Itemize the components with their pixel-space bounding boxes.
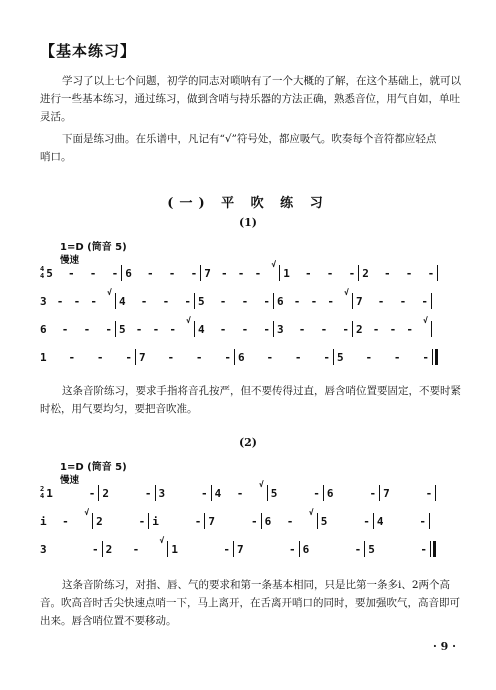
note: 4 (119, 294, 126, 308)
dash: - (125, 350, 132, 364)
exercise-1-note (40, 382, 470, 418)
note: 4 (198, 322, 205, 336)
measure (102, 487, 151, 500)
dash: - (68, 266, 75, 280)
time-signature: 2 4 (40, 485, 45, 500)
exercise-2-note (40, 576, 470, 630)
dash: - (320, 322, 328, 336)
barline (200, 265, 201, 281)
note: 7 (356, 294, 363, 308)
dash: - (224, 350, 231, 364)
measure (139, 351, 231, 364)
measure (40, 323, 112, 336)
dash: - (168, 266, 176, 280)
barline (317, 513, 318, 529)
barline (194, 321, 195, 337)
dash: - (427, 266, 435, 280)
measure (125, 267, 197, 280)
dash: - (323, 350, 330, 364)
note: 2 (96, 514, 103, 528)
barline (92, 513, 93, 529)
barline (115, 321, 116, 337)
dash: - (219, 322, 227, 336)
dash: - (369, 486, 377, 500)
dash: - (195, 350, 203, 364)
measure (264, 507, 314, 528)
dash: - (422, 350, 429, 364)
note: i (40, 514, 47, 528)
dash: - (144, 486, 152, 500)
dash: - (167, 350, 175, 364)
note: 5 (119, 322, 126, 336)
barline (323, 485, 324, 501)
measure (119, 315, 191, 336)
section-heading: 【基本练习】 (40, 42, 137, 60)
dash: - (140, 294, 148, 308)
measure (303, 543, 362, 556)
time-signature: 4 4 (40, 265, 45, 280)
dash: - (377, 294, 385, 308)
dash: - (236, 486, 244, 500)
note: 2 (356, 322, 363, 336)
measure (377, 515, 426, 528)
note: 3 (277, 322, 284, 336)
dash: - (298, 322, 306, 336)
measure (362, 267, 434, 280)
note: 2 (362, 266, 369, 280)
barline (352, 321, 353, 337)
measure (368, 543, 427, 556)
note: 5 (337, 350, 344, 364)
measure (46, 267, 118, 280)
dash: - (406, 322, 413, 336)
exercise-2-line (40, 535, 460, 558)
dash: - (201, 486, 208, 500)
barline (148, 513, 149, 529)
note: 3 (40, 542, 47, 556)
dash: - (393, 350, 401, 364)
barline (102, 541, 103, 557)
measure (271, 487, 320, 500)
dash: - (241, 294, 249, 308)
note: 6 (264, 514, 272, 528)
barline (167, 541, 168, 557)
breath-mark: √ (84, 507, 90, 517)
barline (352, 293, 353, 309)
dash: - (294, 350, 302, 364)
dash: - (73, 294, 81, 308)
note: 7 (208, 514, 216, 528)
barline (267, 485, 268, 501)
dash: - (241, 322, 249, 336)
barline (437, 265, 438, 281)
dash: - (250, 514, 258, 528)
measure (105, 535, 165, 556)
dash: - (389, 322, 397, 336)
barline (379, 485, 380, 501)
exercise-2-note-line-1: 这条音阶练习，对指、唇、气的要求和第一条基本相同，只是比第一条多i、2两个高 (62, 579, 451, 591)
dash: - (138, 514, 146, 528)
exercise-2-key: 1=D (筒音 5) (60, 462, 127, 473)
note: 4 (214, 486, 222, 500)
barline (273, 321, 274, 337)
note: 5 (198, 294, 205, 308)
note: 7 (383, 486, 390, 500)
measure (96, 515, 145, 528)
dash: - (62, 514, 69, 528)
barline (279, 265, 280, 281)
note: 6 (277, 294, 284, 308)
measure (208, 515, 257, 528)
barline (333, 349, 334, 365)
exercise-2-line (40, 507, 460, 530)
note: 1 (46, 486, 53, 500)
note: 4 (376, 514, 384, 528)
dash: - (263, 294, 270, 308)
dash: - (372, 322, 380, 336)
exercise-2-title: (2) (238, 436, 258, 449)
dash: - (147, 266, 154, 280)
intro-line-3: 灵活。 (40, 111, 72, 123)
exercise-1-key: 1=D (筒音 5) (60, 242, 127, 253)
measure (277, 323, 349, 336)
dash: - (289, 542, 296, 556)
note: 5 (320, 514, 328, 528)
breath-mark: √ (344, 287, 349, 297)
exercise-1-title: (1) (238, 216, 258, 229)
dash: - (363, 514, 370, 528)
note: 3 (158, 486, 166, 500)
breath-mark: √ (186, 315, 191, 325)
intro-line-5: 哨口。 (40, 151, 72, 163)
barline (204, 513, 205, 529)
measure (356, 315, 428, 336)
measure (198, 323, 270, 336)
dash: - (162, 294, 170, 308)
dash: - (354, 542, 362, 556)
note: 6 (40, 322, 47, 336)
dash: - (384, 266, 391, 280)
dash: - (310, 294, 318, 308)
dash: - (221, 266, 228, 280)
note: 7 (139, 350, 146, 364)
exercise-1-note-line-1: 这条音阶练习，要求手指将音孔按严，但不要传得过直，唇含哨位置要固定，不要时紧 (62, 385, 461, 397)
note: 6 (302, 542, 310, 556)
dash: - (105, 322, 112, 336)
dash: - (90, 294, 97, 308)
barline (261, 513, 262, 529)
barline (135, 349, 136, 365)
dash: - (194, 514, 202, 528)
dash: - (223, 542, 230, 556)
barline (155, 485, 156, 501)
note: 6 (238, 350, 245, 364)
breath-mark: √ (271, 259, 277, 269)
barline (373, 513, 374, 529)
dash: - (286, 514, 294, 528)
intro-line-2: 进行一些基本练习，通过练习，做到含哨与持乐器的方法正确，熟悉音位，用气自如，单吐 (40, 93, 460, 105)
dash: - (88, 486, 96, 500)
note: i (152, 514, 159, 528)
barline (233, 541, 234, 557)
measure (152, 515, 201, 528)
measure (321, 515, 370, 528)
note: 3 (40, 294, 47, 308)
note: 5 (368, 542, 375, 556)
dash: - (184, 294, 191, 308)
final-barline (435, 349, 438, 365)
breath-mark: √ (107, 287, 112, 297)
dash: - (425, 486, 433, 500)
note: 5 (270, 486, 278, 500)
barline (429, 513, 430, 529)
dash: - (169, 322, 176, 336)
dash: - (237, 266, 245, 280)
intro-line-1: 学习了以上七个问题，初学的同志对唢呐有了一个大概的了解，在这个基础上，就可以 (62, 75, 461, 87)
dash: - (254, 266, 262, 280)
measure (383, 487, 432, 500)
barline (358, 265, 359, 281)
dash: - (365, 350, 373, 364)
barline (273, 293, 274, 309)
measure (46, 487, 95, 500)
exercise-1-line (40, 348, 460, 366)
barline (364, 541, 365, 557)
measure (40, 351, 132, 364)
dash: - (92, 542, 99, 556)
barline (234, 349, 235, 365)
measure (277, 287, 349, 308)
dash: - (61, 322, 69, 336)
note: 7 (204, 266, 211, 280)
measure (237, 543, 296, 556)
measure (159, 487, 208, 500)
barline (194, 293, 195, 309)
dash: - (96, 350, 104, 364)
dash: - (326, 266, 334, 280)
barline (299, 541, 300, 557)
dash: - (266, 350, 274, 364)
dash: - (135, 322, 143, 336)
barline (211, 485, 212, 501)
dash: - (419, 514, 426, 528)
note: 2 (102, 486, 109, 500)
dash: - (83, 322, 91, 336)
exercise-1-note-line-2: 时松，用气要均匀，要把音吹准。 (40, 403, 198, 415)
dash: - (399, 294, 407, 308)
dash: - (263, 322, 270, 336)
dash: - (293, 294, 301, 308)
breath-mark: √ (423, 315, 428, 325)
dash: - (305, 266, 312, 280)
exercise-1-line (40, 287, 460, 310)
measure (40, 507, 90, 528)
dash: - (420, 542, 427, 556)
dash: - (348, 266, 356, 280)
intro-line-4: 下面是练习曲。在乐谱中，凡记有“√”符号处，都应吸气。吹奏每个音符都应轻点 (62, 133, 437, 145)
note: 7 (236, 542, 244, 556)
exercise-2-note-line-2: 音。吹高音时舌尖快速点哨一下，马上离开，在舌离开哨口的同时，要加强吹气，高音即可 (40, 597, 460, 609)
breath-mark: √ (308, 507, 314, 517)
exercise-2-note-line-3: 出来。唇含哨位置不要移动。 (40, 615, 177, 627)
measure (119, 295, 191, 308)
dash: - (421, 294, 428, 308)
note: 5 (46, 266, 53, 280)
barline (431, 321, 432, 337)
final-barline (433, 541, 436, 557)
dash: - (190, 266, 198, 280)
measure (40, 543, 99, 556)
note: 1 (171, 542, 178, 556)
exercise-1-line (40, 315, 460, 338)
note: 2 (105, 542, 113, 556)
dash: - (111, 266, 119, 280)
measure (283, 267, 355, 280)
measure (198, 295, 270, 308)
barline (430, 541, 431, 557)
dash: - (313, 486, 320, 500)
barline (431, 293, 432, 309)
measure (337, 351, 429, 364)
note: 1 (40, 350, 47, 364)
dash: - (327, 294, 334, 308)
dash: - (152, 322, 160, 336)
measure (40, 287, 112, 308)
note: 6 (326, 486, 334, 500)
dash: - (132, 542, 140, 556)
barline (98, 485, 99, 501)
dash: - (219, 294, 227, 308)
barline (435, 485, 436, 501)
barline (115, 293, 116, 309)
barline (121, 265, 122, 281)
breath-mark: √ (159, 535, 165, 545)
dash: - (405, 266, 413, 280)
dash: - (342, 322, 349, 336)
exercise-1-tempo: 慢速 (60, 255, 80, 266)
measure (356, 295, 428, 308)
breath-mark: √ (258, 479, 264, 489)
dash: - (89, 266, 97, 280)
measure (214, 479, 264, 500)
barline (432, 349, 433, 365)
intro-paragraph-1 (40, 72, 470, 126)
dash: - (56, 294, 64, 308)
measure (327, 487, 376, 500)
measure (204, 259, 277, 280)
note: 6 (125, 266, 132, 280)
exercise-2-tempo: 慢速 (60, 475, 80, 486)
note: 1 (283, 266, 290, 280)
dash: - (68, 350, 76, 364)
intro-paragraph-2 (40, 130, 470, 166)
page-number: · 9 · (433, 640, 456, 653)
measure (171, 543, 230, 556)
section-title: (一) 平 吹 练 习 (167, 196, 329, 211)
measure (238, 351, 330, 364)
